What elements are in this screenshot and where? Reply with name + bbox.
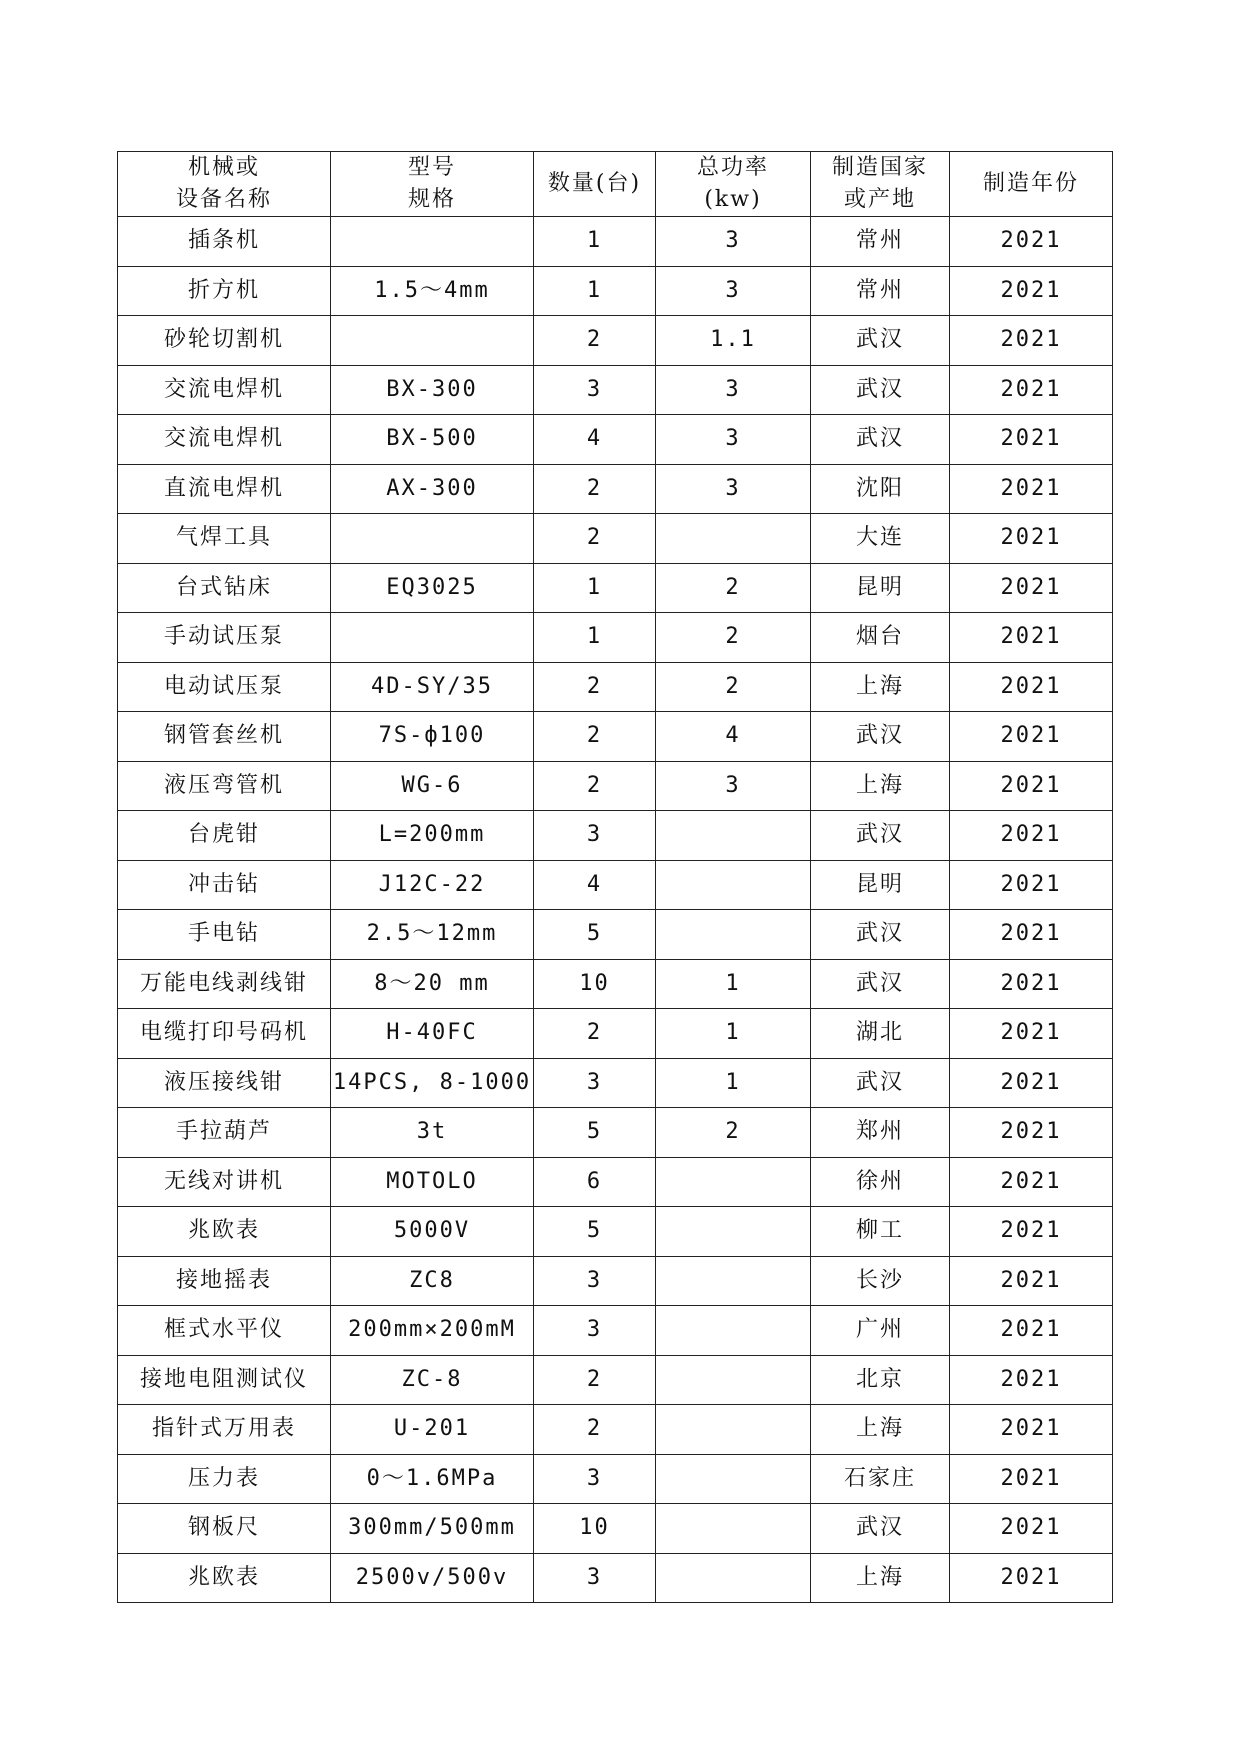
cell-year: 2021	[950, 1306, 1113, 1356]
cell-qty: 2	[534, 662, 656, 712]
cell-year: 2021	[950, 1355, 1113, 1405]
cell-name: 砂轮切割机	[118, 316, 331, 366]
table-row	[118, 1454, 1113, 1504]
cell-model: 2500v/500v	[331, 1553, 534, 1603]
header-model	[331, 152, 534, 217]
cell-qty: 2	[534, 1405, 656, 1455]
cell-power	[656, 1454, 811, 1504]
table-row	[118, 1504, 1113, 1554]
cell-name: 接地摇表	[118, 1256, 331, 1306]
table-row	[118, 1306, 1113, 1356]
cell-year: 2021	[950, 811, 1113, 861]
cell-name: 台虎钳	[118, 811, 331, 861]
cell-name: 框式水平仪	[118, 1306, 331, 1356]
cell-model: EQ3025	[331, 563, 534, 613]
table-row	[118, 365, 1113, 415]
cell-power: 3	[656, 365, 811, 415]
cell-power: 1.1	[656, 316, 811, 366]
cell-model: H-40FC	[331, 1009, 534, 1059]
cell-qty: 3	[534, 811, 656, 861]
cell-qty: 1	[534, 217, 656, 267]
cell-origin: 郑州	[811, 1108, 950, 1158]
cell-origin: 武汉	[811, 811, 950, 861]
cell-qty: 10	[534, 1504, 656, 1554]
table-row	[118, 1108, 1113, 1158]
cell-model: 200mm×200mM	[331, 1306, 534, 1356]
cell-qty: 2	[534, 464, 656, 514]
cell-name: 气焊工具	[118, 514, 331, 564]
cell-year: 2021	[950, 1058, 1113, 1108]
cell-name: 无线对讲机	[118, 1157, 331, 1207]
cell-model	[331, 316, 534, 366]
cell-model: ZC-8	[331, 1355, 534, 1405]
header-origin-line1: 制造国家	[831, 155, 928, 180]
cell-name: 压力表	[118, 1454, 331, 1504]
cell-model: BX-300	[331, 365, 534, 415]
cell-qty: 2	[534, 316, 656, 366]
header-origin	[811, 152, 950, 217]
cell-qty: 1	[534, 613, 656, 663]
header-name	[118, 152, 331, 217]
header-power-line1: 总功率	[696, 155, 769, 180]
cell-model: L=200mm	[331, 811, 534, 861]
cell-power: 2	[656, 613, 811, 663]
cell-qty: 2	[534, 514, 656, 564]
cell-power: 3	[656, 217, 811, 267]
cell-model: 1.5～4mm	[331, 266, 534, 316]
cell-year: 2021	[950, 1157, 1113, 1207]
cell-power	[656, 811, 811, 861]
cell-year: 2021	[950, 662, 1113, 712]
cell-origin: 石家庄	[811, 1454, 950, 1504]
cell-year: 2021	[950, 415, 1113, 465]
cell-power	[656, 910, 811, 960]
cell-origin: 上海	[811, 761, 950, 811]
cell-name: 直流电焊机	[118, 464, 331, 514]
cell-name: 手动试压泵	[118, 613, 331, 663]
cell-qty: 5	[534, 910, 656, 960]
table-row	[118, 1058, 1113, 1108]
cell-model: 8～20 mm	[331, 959, 534, 1009]
table-row	[118, 1256, 1113, 1306]
cell-power	[656, 1405, 811, 1455]
header-origin-line2: 或产地	[843, 187, 916, 212]
cell-origin: 广州	[811, 1306, 950, 1356]
cell-name: 兆欧表	[118, 1553, 331, 1603]
header-year	[950, 152, 1113, 217]
cell-power	[656, 1157, 811, 1207]
cell-year: 2021	[950, 1009, 1113, 1059]
table-row	[118, 1009, 1113, 1059]
cell-qty: 2	[534, 1009, 656, 1059]
cell-year: 2021	[950, 1405, 1113, 1455]
cell-name: 折方机	[118, 266, 331, 316]
header-name-line1: 机械或	[187, 155, 260, 180]
cell-power	[656, 1504, 811, 1554]
cell-year: 2021	[950, 860, 1113, 910]
table-row	[118, 811, 1113, 861]
cell-qty: 3	[534, 1306, 656, 1356]
cell-origin: 常州	[811, 266, 950, 316]
cell-name: 交流电焊机	[118, 415, 331, 465]
cell-power	[656, 1553, 811, 1603]
cell-name: 电缆打印号码机	[118, 1009, 331, 1059]
cell-origin: 沈阳	[811, 464, 950, 514]
cell-qty: 4	[534, 860, 656, 910]
header-power-line2: (kw)	[704, 187, 762, 212]
cell-model: 300mm/500mm	[331, 1504, 534, 1554]
cell-origin: 昆明	[811, 860, 950, 910]
cell-origin: 常州	[811, 217, 950, 267]
cell-qty: 4	[534, 415, 656, 465]
cell-origin: 武汉	[811, 365, 950, 415]
table-row	[118, 959, 1113, 1009]
cell-power	[656, 1207, 811, 1257]
cell-model: MOTOLO	[331, 1157, 534, 1207]
cell-origin: 大连	[811, 514, 950, 564]
cell-model: WG-6	[331, 761, 534, 811]
cell-year: 2021	[950, 910, 1113, 960]
cell-model: ZC8	[331, 1256, 534, 1306]
cell-model: J12C-22	[331, 860, 534, 910]
cell-origin: 徐州	[811, 1157, 950, 1207]
cell-power: 2	[656, 1108, 811, 1158]
cell-name: 冲击钻	[118, 860, 331, 910]
cell-name: 交流电焊机	[118, 365, 331, 415]
header-year-label: 制造年份	[982, 171, 1079, 196]
table-row	[118, 712, 1113, 762]
cell-model	[331, 217, 534, 267]
cell-name: 插条机	[118, 217, 331, 267]
header-power	[656, 152, 811, 217]
cell-year: 2021	[950, 316, 1113, 366]
table-row	[118, 316, 1113, 366]
cell-origin: 湖北	[811, 1009, 950, 1059]
cell-origin: 上海	[811, 1405, 950, 1455]
cell-year: 2021	[950, 217, 1113, 267]
cell-origin: 武汉	[811, 1058, 950, 1108]
cell-power	[656, 1355, 811, 1405]
cell-year: 2021	[950, 563, 1113, 613]
header-qty	[534, 152, 656, 217]
cell-origin: 武汉	[811, 316, 950, 366]
cell-year: 2021	[950, 1256, 1113, 1306]
table-body	[118, 217, 1113, 1603]
table-row	[118, 563, 1113, 613]
cell-origin: 武汉	[811, 712, 950, 762]
table-row	[118, 761, 1113, 811]
cell-qty: 5	[534, 1207, 656, 1257]
table-header	[118, 152, 1113, 217]
cell-year: 2021	[950, 464, 1113, 514]
cell-year: 2021	[950, 959, 1113, 1009]
cell-power: 3	[656, 761, 811, 811]
cell-name: 手电钻	[118, 910, 331, 960]
cell-year: 2021	[950, 613, 1113, 663]
cell-name: 接地电阻测试仪	[118, 1355, 331, 1405]
cell-name: 兆欧表	[118, 1207, 331, 1257]
cell-year: 2021	[950, 1207, 1113, 1257]
cell-name: 钢管套丝机	[118, 712, 331, 762]
cell-name: 电动试压泵	[118, 662, 331, 712]
cell-model: 14PCS, 8-1000	[331, 1058, 534, 1108]
cell-power	[656, 514, 811, 564]
cell-qty: 1	[534, 563, 656, 613]
cell-year: 2021	[950, 266, 1113, 316]
table-row	[118, 1207, 1113, 1257]
cell-origin: 烟台	[811, 613, 950, 663]
cell-qty: 2	[534, 761, 656, 811]
cell-origin: 上海	[811, 662, 950, 712]
cell-qty: 3	[534, 365, 656, 415]
cell-model: 7S-ф100	[331, 712, 534, 762]
cell-model: U-201	[331, 1405, 534, 1455]
cell-origin: 武汉	[811, 415, 950, 465]
table-row	[118, 1553, 1113, 1603]
cell-qty: 3	[534, 1058, 656, 1108]
table-row	[118, 415, 1113, 465]
cell-year: 2021	[950, 712, 1113, 762]
table-row	[118, 464, 1113, 514]
cell-power: 2	[656, 662, 811, 712]
cell-year: 2021	[950, 1454, 1113, 1504]
table-row	[118, 662, 1113, 712]
cell-qty: 2	[534, 1355, 656, 1405]
cell-name: 万能电线剥线钳	[118, 959, 331, 1009]
cell-name: 手拉葫芦	[118, 1108, 331, 1158]
cell-origin: 武汉	[811, 910, 950, 960]
cell-year: 2021	[950, 761, 1113, 811]
cell-model: 2.5～12mm	[331, 910, 534, 960]
header-model-line2: 规格	[407, 187, 456, 212]
table-row	[118, 860, 1113, 910]
cell-power	[656, 1306, 811, 1356]
cell-power	[656, 860, 811, 910]
cell-origin: 北京	[811, 1355, 950, 1405]
table-row	[118, 1157, 1113, 1207]
cell-origin: 武汉	[811, 1504, 950, 1554]
cell-model	[331, 514, 534, 564]
header-row	[118, 152, 1113, 217]
cell-name: 台式钻床	[118, 563, 331, 613]
cell-model: AX-300	[331, 464, 534, 514]
cell-qty: 3	[534, 1256, 656, 1306]
cell-name: 液压接线钳	[118, 1058, 331, 1108]
cell-power: 1	[656, 959, 811, 1009]
table-row	[118, 1355, 1113, 1405]
cell-year: 2021	[950, 514, 1113, 564]
cell-name: 液压弯管机	[118, 761, 331, 811]
cell-origin: 昆明	[811, 563, 950, 613]
cell-year: 2021	[950, 365, 1113, 415]
cell-origin: 武汉	[811, 959, 950, 1009]
cell-model: 0～1.6MPa	[331, 1454, 534, 1504]
header-name-line2: 设备名称	[175, 187, 272, 212]
cell-year: 2021	[950, 1108, 1113, 1158]
cell-qty: 5	[534, 1108, 656, 1158]
cell-model: 5000V	[331, 1207, 534, 1257]
table-row	[118, 217, 1113, 267]
cell-qty: 3	[534, 1553, 656, 1603]
cell-model: BX-500	[331, 415, 534, 465]
cell-qty: 1	[534, 266, 656, 316]
cell-power: 3	[656, 266, 811, 316]
cell-qty: 3	[534, 1454, 656, 1504]
cell-power: 3	[656, 415, 811, 465]
cell-origin: 长沙	[811, 1256, 950, 1306]
cell-year: 2021	[950, 1553, 1113, 1603]
cell-model: 4D-SY/35	[331, 662, 534, 712]
header-qty-label: 数量(台)	[547, 171, 642, 196]
cell-power: 3	[656, 464, 811, 514]
header-model-line1: 型号	[407, 155, 456, 180]
cell-power: 1	[656, 1058, 811, 1108]
cell-year: 2021	[950, 1504, 1113, 1554]
cell-qty: 6	[534, 1157, 656, 1207]
cell-power: 2	[656, 563, 811, 613]
cell-power: 4	[656, 712, 811, 762]
cell-power: 1	[656, 1009, 811, 1059]
table-row	[118, 910, 1113, 960]
cell-power	[656, 1256, 811, 1306]
cell-name: 钢板尺	[118, 1504, 331, 1554]
cell-origin: 上海	[811, 1553, 950, 1603]
table-row	[118, 514, 1113, 564]
cell-name: 指针式万用表	[118, 1405, 331, 1455]
cell-model	[331, 613, 534, 663]
cell-model: 3t	[331, 1108, 534, 1158]
table-row	[118, 266, 1113, 316]
table-row	[118, 613, 1113, 663]
cell-qty: 2	[534, 712, 656, 762]
cell-origin: 柳工	[811, 1207, 950, 1257]
equipment-table	[117, 151, 1113, 1603]
table-row	[118, 1405, 1113, 1455]
cell-qty: 10	[534, 959, 656, 1009]
